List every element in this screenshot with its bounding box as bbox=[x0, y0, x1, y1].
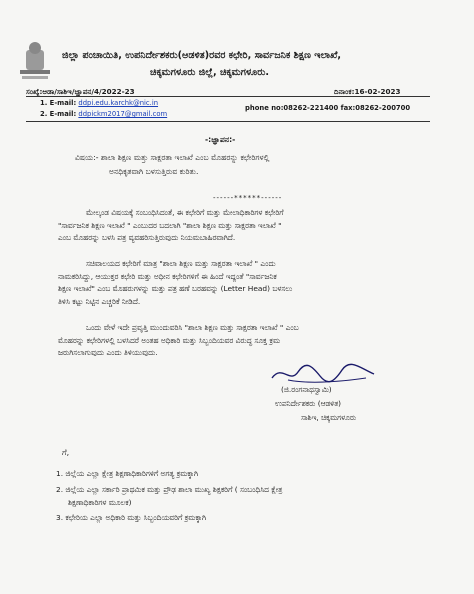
signatory-designation: ಉಪನಿರ್ದೇಶಕರು (ಆಡಳಿತ) bbox=[275, 399, 342, 408]
recipient-item-2 bbox=[56, 484, 282, 509]
reference-number: ಸಂಖ್ಯೆ:ಆಡಾ/ಸಾಶಿಇ/ಜ್ಞಾಪನ/4/2022-23 bbox=[26, 87, 135, 96]
subject-line: ವಿಷಯ:- ಶಾಲಾ ಶಿಕ್ಷಣ ಮತ್ತು ಸಾಕ್ಷರತಾ ಇಲಾಖೆ ಎಂಬ ಮೊಹರನ್ನು ಕಛೇರಿಗಳಲ್ಲಿ bbox=[75, 153, 270, 162]
recipient-text: ಶಿಕ್ಷಣಾಧಿಕಾರಿಗಳ ಮೂಲಕ) bbox=[68, 497, 132, 507]
section-separator: ------******------ bbox=[213, 194, 283, 202]
email-line-2 bbox=[40, 110, 167, 118]
paragraph-line: ಒಂದು ವೇಳೆ ಇದೇ ಪ್ರವೃತ್ತಿ ಮುಂದುವರಿಸಿ "ಶಾಲಾ ಶಿಕ್ಷಣ ಮತ್ತು ಸಾಕ್ಷರತಾ ಇಲಾಖೆ " ಎಂಬ bbox=[86, 323, 299, 332]
body-paragraph-3 bbox=[58, 322, 299, 360]
email-link-1[interactable]: ddpi.edu.karchk@nic.in bbox=[78, 99, 159, 107]
header-divider-bottom bbox=[26, 121, 430, 122]
office-header-line1: ಜಿಲ್ಲಾ ಪಂಚಾಯಿತಿ, ಉಪನಿರ್ದೇಶಕರು(ಆಡಳಿತ)ರವರ ಕಛೇರಿ, ಸಾರ್ವಜನಿಕ ಶಿಕ್ಷಣ ಇಲಾಖೆ, bbox=[62, 50, 342, 61]
office-header-line2: ಚಿಕ್ಕಮಗಳೂರು ಜಿಲ್ಲೆ, ಚಿಕ್ಕಮಗಳೂರು. bbox=[150, 67, 270, 78]
memo-subject bbox=[75, 151, 269, 179]
paragraph-line: ನಾಮಕರಿಸಿದ್ದು, ಆಯುಕ್ತರ ಕಛೇರಿ ಮತ್ತು ಅಧೀನ ಕಛೇರಿಗಳಿಗೆ ಈ ಹಿಂದೆ ಇದ್ದಂತೆ "ಸಾರ್ವಜನಿಕ bbox=[58, 271, 277, 281]
paragraph-line: ತಿಳಿಸಿ ಕಟ್ಟು ನಿಟ್ಟಿನ ಎಚ್ಚರಿಕೆ ನೀಡಿದೆ. bbox=[58, 296, 141, 306]
memo-date: ದಿನಾಂಕ:16-02-2023 bbox=[334, 87, 401, 96]
recipient-text: ಜಿಲ್ಲೆಯ ಎಲ್ಲಾ ಸರ್ಕಾರಿ ಪ್ರಾಥಮಿಕ ಮತ್ತು ಪ್ರೌಢ ಶಾಲಾ ಮುಖ್ಯ ಶಿಕ್ಷಕರಿಗೆ ( ಸಂಬಂಧಿಸಿದ ಕ್ಷೇತ್ರ bbox=[65, 485, 283, 494]
paragraph-line: ಜರುಗಿಸಲಾಗುವುದು ಎಂದು ತಿಳಿಯುವುದು. bbox=[58, 348, 158, 358]
header-divider bbox=[26, 96, 430, 97]
body-paragraph-2 bbox=[58, 258, 292, 308]
body-paragraph-1 bbox=[58, 207, 284, 245]
paragraph-line: ಎಂಬ ಮೊಹರನ್ನು ಬಳಸಿ ಪತ್ರ ವ್ಯವಹರಿಸುತ್ತಿರುವುದು ನಿಯಮಬಾಹಿರವಾಗಿದೆ. bbox=[58, 233, 236, 243]
paragraph-line: ಮೊಹರನ್ನು ಕಛೇರಿಗಳಲ್ಲಿ ಬಳಸಿದರೆ ಅಂತಹ ಅಧಿಕಾರಿ ಮತ್ತು ಸಿಬ್ಬಂದಿಯವರ ವಿರುದ್ಧ ಸೂಕ್ತ ಕ್ರಮ bbox=[58, 335, 281, 345]
phone-fax: phone no:08262-221400 fax:08262-200700 bbox=[245, 104, 411, 112]
paragraph-line: ಸಚಿವಾಲಯದ ಕಛೇರಿಗೆ ಮಾತ್ರ "ಶಾಲಾ ಶಿಕ್ಷಣ ಮತ್ತು ಸಾಕ್ಷರತಾ ಇಲಾಖೆ " ಎಂದು bbox=[86, 259, 276, 268]
recipients-label: ಗೆ, bbox=[62, 448, 70, 457]
government-emblem-logo bbox=[18, 40, 52, 82]
paragraph-line: "ಸಾರ್ವಜನಿಕ ಶಿಕ್ಷಣ ಇಲಾಖೆ " ಎಂಬುದರ ಬದಲಾಗಿ "ಶಾಲಾ ಶಿಕ್ಷಣ ಮತ್ತು ಸಾಕ್ಷರತಾ ಇಲಾಖೆ " bbox=[58, 220, 282, 230]
recipient-text: ಜಿಲ್ಲೆಯ ಎಲ್ಲಾ ಕ್ಷೇತ್ರ ಶಿಕ್ಷಣಾಧಿಕಾರಿಗಳಿಗೆ ಅಗತ್ಯ ಕ್ರಮಕ್ಕಾಗಿ bbox=[65, 469, 198, 478]
recipient-number: 2. bbox=[56, 485, 64, 494]
recipient-item-1 bbox=[56, 468, 198, 481]
memo-title: -:ಜ್ಞಾಪನ:- bbox=[205, 135, 236, 144]
recipient-item-3 bbox=[56, 512, 206, 525]
subject-line: ಅನಧಿಕೃತವಾಗಿ ಬಳಸುತ್ತಿರುವ ಕುರಿತು. bbox=[109, 167, 199, 176]
paragraph-line: ಮೇಲ್ಕಂಡ ವಿಷಯಕ್ಕೆ ಸಂಬಂಧಿಸಿದಂತೆ, ಈ ಕಛೇರಿಗೆ ಮತ್ತು ಮೇಲಾಧಿಕಾರಿಗಳ ಕಛೇರಿಗೆ bbox=[86, 208, 284, 217]
email-label: 2. E-mail: bbox=[40, 110, 77, 118]
paragraph-line: ಶಿಕ್ಷಣ ಇಲಾಖೆ" ಎಂಬ ಮೊಹರುಗಳನ್ನು ಮತ್ತು ಪತ್ರ ಹಣೆ ಬರಹವನ್ನು (Letter Head) ಬಳಸಲು bbox=[58, 284, 293, 294]
email-link-2[interactable]: ddpickm2017@gmail.com bbox=[78, 110, 168, 118]
signatory-name: (ಜಿ.ರಂಗನಾಥಸ್ವಾಮಿ) bbox=[281, 385, 332, 394]
signature-block bbox=[275, 383, 356, 425]
email-label: 1. E-mail: bbox=[40, 99, 77, 107]
email-line-1 bbox=[40, 99, 158, 107]
recipient-number: 1. bbox=[56, 469, 64, 478]
signatory-office: ಸಾಶಿಇ, ಚಿಕ್ಕಮಗಳೂರು bbox=[301, 413, 357, 422]
recipient-text: ಕಛೇರಿಯ ಎಲ್ಲಾ ಅಧಿಕಾರಿ ಮತ್ತು ಸಿಬ್ಬಂದಿಯವರಿಗೆ ಕ್ರಮಕ್ಕಾಗಿ bbox=[65, 513, 207, 522]
recipient-number: 3. bbox=[56, 513, 64, 522]
